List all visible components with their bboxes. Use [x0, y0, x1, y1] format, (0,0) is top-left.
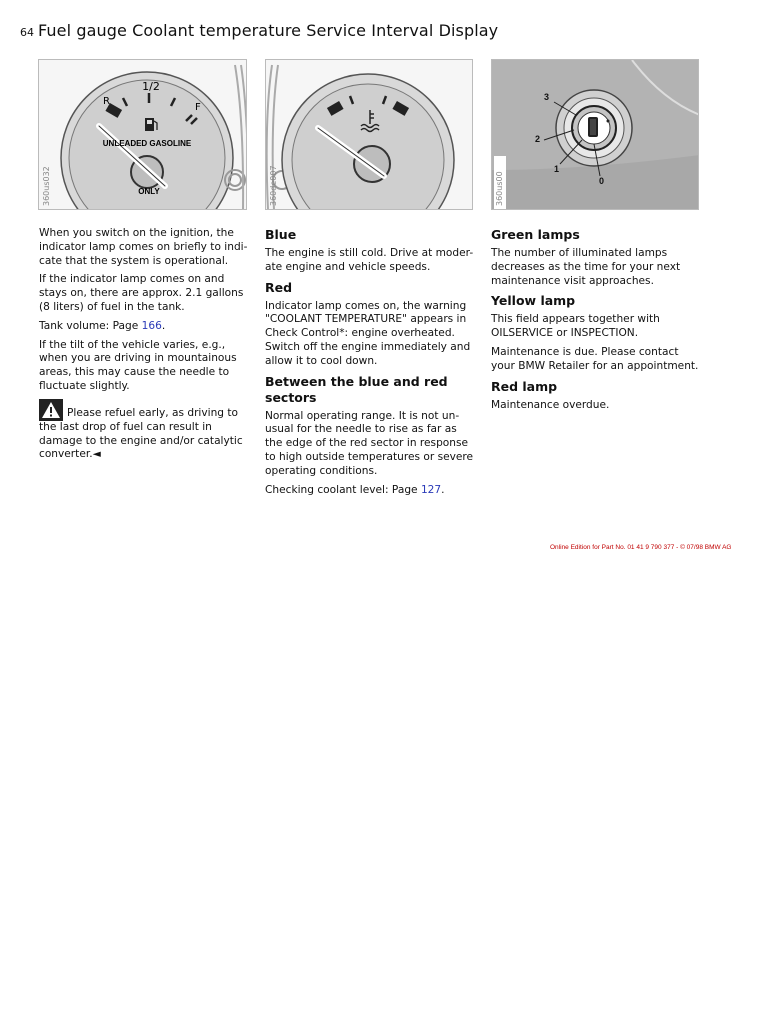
paragraph: The engine is still cold. Drive at moder-ate engine and vehicle speeds. — [265, 247, 474, 273]
gauge-half-label: 1/2 — [142, 80, 160, 93]
page-number: 64 — [20, 26, 34, 39]
heading-red: Red — [265, 279, 293, 295]
page-title: Fuel gauge Coolant temperature Service Interval Display — [38, 21, 499, 40]
heading-between: Between the blue and red sectors — [265, 373, 448, 405]
end-marker: ◄ — [92, 448, 101, 461]
page-link-166[interactable]: 166 — [141, 319, 162, 332]
lamp-label-3: 3 — [544, 92, 550, 102]
service-interval-text — [491, 227, 703, 417]
text: . — [441, 483, 445, 496]
paragraph: Normal operating range. It is not un-usual for the needle to rise as far as the edge of the red sector in response to high outside temperatures or severe operating conditions. — [265, 409, 474, 477]
paragraph: If the indicator lamp comes on and stays on, there are approx. 2.1 gallons (8 liters) of fuel in the tank. — [39, 273, 244, 313]
gauge-only-text: ONLY — [138, 187, 160, 196]
figure-code: 360us00 — [495, 171, 504, 206]
warning-note — [39, 399, 251, 462]
paragraph: Maintenance overdue. — [491, 398, 610, 411]
paragraph: The number of illuminated lamps decreases as the time for your next maintenance visit approaches. — [491, 247, 681, 287]
service-interval-figure — [491, 59, 699, 210]
text: . — [161, 319, 166, 332]
footer-edition-note: Online Edition for Part No. 01 41 9 790 377 - © 07/98 BMW AG — [550, 544, 732, 551]
heading-green: Green lamps — [491, 227, 580, 242]
lamp-label-2: 2 — [535, 134, 541, 144]
heading-red-lamp: Red lamp — [491, 378, 558, 394]
paragraph — [39, 320, 251, 334]
paragraph — [265, 484, 477, 498]
lamp-label-1: 1 — [554, 164, 560, 174]
paragraph: Maintenance is due. Please contact your BMW Retailer for an appointment. — [491, 345, 699, 372]
fuel-gauge-text — [39, 227, 251, 467]
gauge-full-label: F — [195, 102, 201, 113]
paragraph: If the tilt of the vehicle varies, e.g., when you are driving in mountainous areas, this may cause the needle to fluctuate slightly. — [39, 338, 237, 392]
fuel-gauge-figure — [38, 59, 247, 210]
gauge-reserve-label: R — [103, 96, 110, 107]
text: Tank volume: Page — [39, 319, 142, 332]
lamp-label-0: 0 — [599, 176, 605, 186]
coolant-gauge-figure — [265, 59, 473, 210]
gauge-unleaded-text: UNLEADED GASOLINE — [102, 139, 192, 148]
figure-code: 360us032 — [42, 166, 51, 206]
paragraph: This field appears together with OILSERVICE or INSPECTION. — [491, 313, 660, 340]
paragraph: Indicator lamp comes on, the warning "COOLANT TEMPERATURE" appears in Check Control*: engine overheated. Switch off the engine immediately and allow it to cool down. — [265, 299, 471, 367]
heading-yellow: Yellow lamp — [491, 293, 576, 309]
warning-text: Please refuel early, as driving to the last drop of fuel can result in damage to the engine and/or catalytic converter. — [39, 406, 243, 461]
text: Checking coolant level: Page — [265, 483, 421, 496]
paragraph: When you switch on the ignition, the indicator lamp comes on briefly to indi-cate that the system is operational. — [39, 227, 248, 267]
warning-icon — [39, 399, 63, 421]
heading-blue: Blue — [265, 227, 297, 242]
coolant-text — [265, 227, 477, 502]
figure-code: 360de007 — [269, 165, 278, 206]
page-link-127[interactable]: 127 — [420, 483, 442, 496]
